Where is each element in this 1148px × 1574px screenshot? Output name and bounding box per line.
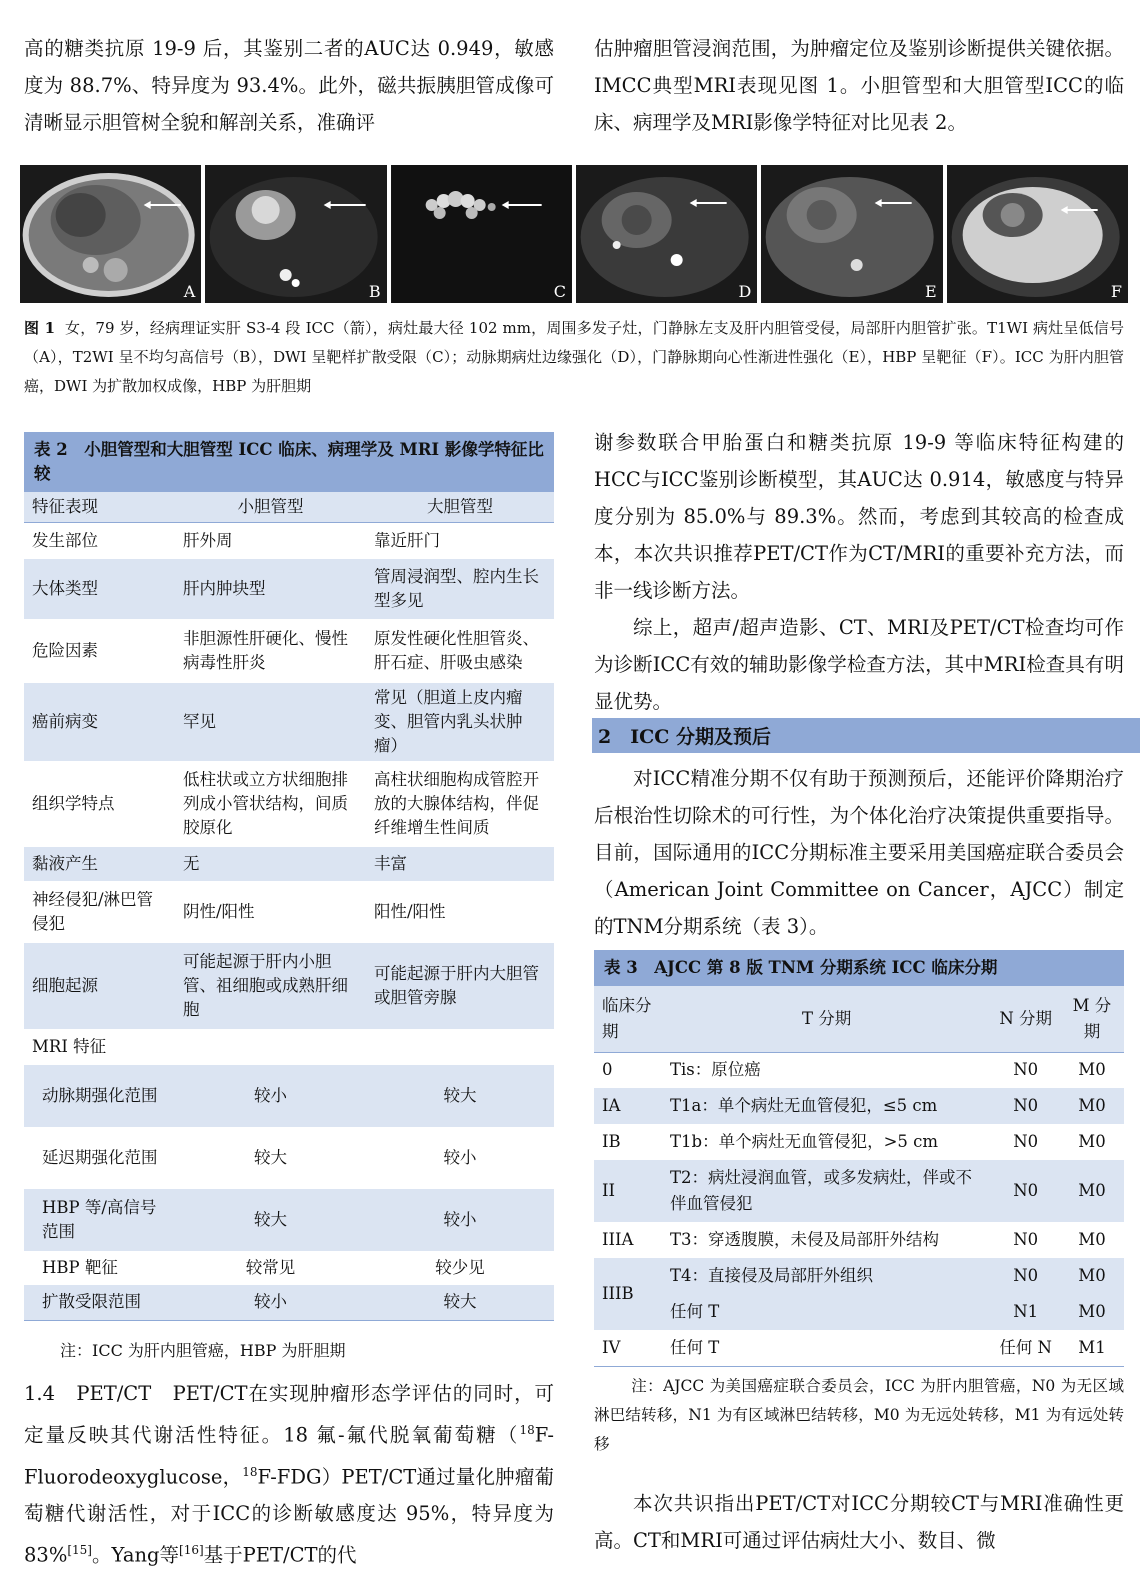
table-row <box>24 943 554 1029</box>
table-row <box>24 683 554 761</box>
table-3 <box>594 950 1124 1367</box>
table-cell: N0 <box>991 1088 1060 1124</box>
body-text-right-mid <box>594 424 1124 720</box>
table-cell: IV <box>602 1337 621 1357</box>
table-cell: 较小 <box>443 1147 477 1167</box>
citation: [15] <box>67 1543 92 1557</box>
table-cell: T2：病灶浸润血管，或多发病灶，伴或不伴血管侵犯 <box>662 1160 991 1222</box>
paragraph: 高的糖类抗原 19-9 后，其鉴别二者的AUC达 0.949，敏感度为 88.7%、特异度为 93.4%。此外，磁共振胰胆管成像可清晰显示胆管树全貌和解剖关系，准确评 <box>24 37 554 134</box>
table-note: 注：AJCC 为美国癌症联合委员会，ICC 为肝内胆管癌，N0 为无区域淋巴结转移，N1 为有区域淋巴结转移，M0 为无远处转移，M1 为有远处转移 <box>594 1377 1124 1453</box>
table-cell: 较常见 <box>245 1257 296 1277</box>
mri-figure <box>20 165 1128 303</box>
table-cell: IB <box>602 1132 621 1151</box>
table-cell: T1b：单个病灶无血管侵犯，>5 cm <box>670 1132 939 1151</box>
table-row <box>24 1127 554 1189</box>
text-run: 基于PET/CT的代 <box>203 1543 357 1567</box>
table-cell: M0 <box>1060 1294 1124 1330</box>
table-cell: N0 <box>1013 1230 1039 1249</box>
table-cell: 较大 <box>175 1189 366 1251</box>
mri-panel-e <box>761 165 942 303</box>
table-cell: 大体类型 <box>24 559 175 619</box>
paragraph: 本次共识指出PET/CT对ICC分期较CT与MRI准确性更高。CT和MRI可通过评估病灶大小、数目、微 <box>594 1492 1124 1552</box>
table-cell: 任何 T <box>662 1294 991 1330</box>
table-cell: 细胞起源 <box>24 943 175 1029</box>
table-cell: IIIA <box>602 1230 634 1249</box>
mri-panel-a <box>20 165 201 303</box>
table-cell: 阳性/阳性 <box>374 901 446 921</box>
paragraph: 对ICC精准分期不仅有助于预测预后，还能评价降期治疗后根治性切除术的可行性，为个体化治疗决策提供重要指导。目前，国际通用的ICC分期标准主要采用美国癌症联合委员会（American Joint Committee on Cancer，AJCC）制定的TNM分期系统（表 3）。 <box>594 767 1124 938</box>
table-2 <box>24 432 554 1321</box>
table-cell: N0 <box>1013 1060 1039 1080</box>
table-title: 表 2 小胆管型和大胆管型 ICC 临床、病理学及 MRI 影像学特征比较 <box>24 432 554 492</box>
section-heading: 2 ICC 分期及预后 <box>592 718 1140 753</box>
table-cell: 神经侵犯/淋巴管侵犯 <box>32 889 154 933</box>
table-row <box>24 619 554 683</box>
subsection-heading: 1.4 PET/CT <box>24 1382 152 1405</box>
mri-panel-d <box>576 165 757 303</box>
table-cell: 靠近肝门 <box>374 530 440 550</box>
table-cell: II <box>594 1160 662 1222</box>
mri-panel-b <box>205 165 386 303</box>
table-cell-mri-label: MRI 特征 <box>32 1036 107 1056</box>
table-row <box>594 1222 1124 1258</box>
table-cell: N0 <box>991 1160 1060 1222</box>
table-cell: 发生部位 <box>32 530 98 550</box>
table-row <box>24 559 554 619</box>
table-row <box>594 1294 1124 1330</box>
text-run: F-FDG）PET/CT通过量化肿瘤葡萄糖代谢活性，对于ICC的诊断敏感度达 95%，特异度为 83% <box>24 1465 555 1567</box>
body-text-right-top <box>594 30 1124 141</box>
panel-label: F <box>1110 282 1122 301</box>
table-row <box>24 1285 554 1321</box>
table-cell: M0 <box>1060 1258 1124 1294</box>
table-row <box>594 1160 1124 1222</box>
table-cell: 组织学特点 <box>32 793 115 813</box>
table-row <box>24 523 554 559</box>
table-cell: 肝外周 <box>183 530 233 550</box>
table-header-row <box>24 492 554 523</box>
table-row <box>594 1330 1124 1366</box>
figure-caption <box>24 314 1124 401</box>
table-cell: 延迟期强化范围 <box>42 1147 158 1167</box>
table-cell: 原发性硬化性胆管炎、肝石症、肝吸虫感染 <box>374 628 539 672</box>
table-cell: HBP 等/高信号范围 <box>24 1189 175 1251</box>
table-cell: 任何 N <box>999 1337 1052 1357</box>
table-row <box>594 1088 1124 1124</box>
table-cell: 任何 T <box>670 1337 720 1357</box>
table-title: 表 3 AJCC 第 8 版 TNM 分期系统 ICC 临床分期 <box>594 950 1124 986</box>
table-cell: IIIB <box>594 1258 662 1330</box>
table-cell: 黏液产生 <box>24 847 175 881</box>
table-row <box>24 1189 554 1251</box>
paragraph: 综上，超声/超声造影、CT、MRI及PET/CT检查均可作为诊断ICC有效的辅助影像学检查方法，其中MRI检查具有明显优势。 <box>594 616 1124 713</box>
table-cell: 丰富 <box>366 847 554 881</box>
header-cell: 特征表现 <box>24 492 175 523</box>
table-cell: M0 <box>1060 1088 1124 1124</box>
text-run: 。Yang等 <box>91 1543 180 1567</box>
table-cell: 阴性/阳性 <box>183 901 255 921</box>
header-cell: N 分期 <box>991 986 1060 1052</box>
text-run: PET/CT在实现肿瘤形态学评估的同时，可定量反映其代谢活性特征。18 氟-氟代脱氧葡萄糖（ <box>24 1382 555 1447</box>
paragraph: 估肿瘤胆管浸润范围，为肿瘤定位及鉴别诊断提供关键依据。IMCC典型MRI表现见图 1。小胆管型和大胆管型ICC的临床、病理学及MRI影像学特征对比见表 2。 <box>594 37 1124 134</box>
table-cell: 较大 <box>366 1065 554 1127</box>
table-header-row <box>594 986 1124 1052</box>
panel-label: E <box>924 282 937 301</box>
paragraph: 谢参数联合甲胎蛋白和糖类抗原 19-9 等临床特征构建的HCC与ICC鉴别诊断模型，其AUC达 0.914，敏感度与特异度分别为 85.0%与 89.3%。然而，考虑到其较高的检查成本，本次共识推荐PET/CT作为CT/MRI的重要补充方法，而非一线诊断方法。 <box>594 431 1124 602</box>
superscript: 18 <box>242 1464 258 1479</box>
table-cell: M0 <box>1078 1132 1106 1151</box>
panel-label: D <box>738 282 752 301</box>
citation: [16] <box>179 1543 204 1557</box>
table-cell: 较少见 <box>435 1257 485 1277</box>
table-cell: M0 <box>1078 1230 1106 1249</box>
panel-label: A <box>183 282 196 301</box>
mri-panel-f <box>947 165 1128 303</box>
caption-label: 图 1 <box>24 319 56 337</box>
table-cell: 罕见 <box>175 683 366 761</box>
table-cell: Tis：原位癌 <box>670 1060 761 1080</box>
table-cell: 管周浸润型、腔内生长型多见 <box>366 559 554 619</box>
table-cell: 无 <box>175 847 366 881</box>
table-cell: 常见（胆道上皮内瘤变、胆管内乳头状肿瘤） <box>366 683 554 761</box>
body-text-left-bottom <box>24 1375 554 1574</box>
header-cell: M 分期 <box>1060 986 1124 1052</box>
table-cell: 扩散受限范围 <box>24 1285 175 1321</box>
table-cell: 0 <box>602 1060 613 1080</box>
table-cell: 较小 <box>366 1189 554 1251</box>
table-cell: T1a：单个病灶无血管侵犯，≤5 cm <box>662 1088 991 1124</box>
table-row <box>24 847 554 881</box>
table-row <box>594 1258 1124 1294</box>
table-cell: M1 <box>1078 1337 1106 1357</box>
table-row <box>594 1124 1124 1160</box>
superscript: 18 <box>519 1423 535 1437</box>
table-cell: 可能起源于肝内小胆管、祖细胞或成熟肝细胞 <box>175 943 366 1029</box>
body-text-right-mid2 <box>594 760 1124 945</box>
table-note: 注：ICC 为肝内胆管癌，HBP 为肝胆期 <box>60 1341 346 1360</box>
header-cell: 小胆管型 <box>175 492 366 523</box>
table-cell: HBP 靶征 <box>42 1257 118 1277</box>
table-row <box>24 1065 554 1127</box>
table-cell: 非胆源性肝硬化、慢性病毒性肝炎 <box>183 628 348 672</box>
paragraph-pet-ct <box>24 1375 554 1574</box>
table-cell: 较小 <box>175 1065 366 1127</box>
table-cell: 可能起源于肝内大胆管或胆管旁腺 <box>366 943 554 1029</box>
table-cell: 低柱状或立方状细胞排列成小管状结构，间质胶原化 <box>183 769 348 837</box>
panel-label: B <box>368 282 381 301</box>
table-cell: 较小 <box>175 1285 366 1321</box>
table-cell: T4：直接侵及局部肝外组织 <box>662 1258 991 1294</box>
header-cell: 大胆管型 <box>366 492 554 523</box>
table-row <box>594 1052 1124 1088</box>
table-cell: M0 <box>1060 1160 1124 1222</box>
table-cell: N1 <box>991 1294 1060 1330</box>
table-cell: N0 <box>1013 1132 1039 1151</box>
table-cell: 肝内肿块型 <box>175 559 366 619</box>
table-cell: 较大 <box>254 1147 287 1167</box>
mri-panel-c <box>391 165 572 303</box>
table-cell: 较大 <box>366 1285 554 1321</box>
table-row <box>24 1029 554 1065</box>
header-cell: T 分期 <box>662 986 991 1052</box>
table-row <box>24 881 554 943</box>
table-cell: T3：穿透腹膜，未侵及局部肝外结构 <box>670 1230 940 1249</box>
table-cell: IA <box>594 1088 662 1124</box>
text-run: F-Fluorodeoxyglucose， <box>24 1423 554 1488</box>
table-cell: 癌前病变 <box>24 683 175 761</box>
table-cell: M0 <box>1078 1060 1106 1080</box>
table-row <box>24 1251 554 1285</box>
body-text-left-top <box>24 30 554 141</box>
caption-text: 女，79 岁，经病理证实肝 S3-4 段 ICC（箭），病灶最大径 102 mm，周围多发子灶，门静脉左支及肝内胆管受侵，局部肝内胆管扩张。T1WI 病灶呈低信号（A），T2WI 呈不均匀高信号（B），DWI 呈靶样扩散受限（C）；动脉期病灶边缘强化（D），门静脉期向心性渐进性强化（E），HBP 呈靶征（F）。ICC 为肝内胆管癌，DWI 为扩散加权成像，HBP 为肝胆期 <box>24 319 1124 395</box>
table-cell: 高柱状细胞构成管腔开放的大腺体结构，伴促纤维增生性间质 <box>374 769 539 837</box>
table-cell: N0 <box>991 1258 1060 1294</box>
header-cell: 临床分期 <box>594 986 662 1052</box>
table-cell: 危险因素 <box>32 640 98 660</box>
panel-label: C <box>553 282 566 301</box>
body-text-right-bottom <box>594 1485 1124 1559</box>
table-row <box>24 761 554 847</box>
table-cell: 动脉期强化范围 <box>24 1065 175 1127</box>
